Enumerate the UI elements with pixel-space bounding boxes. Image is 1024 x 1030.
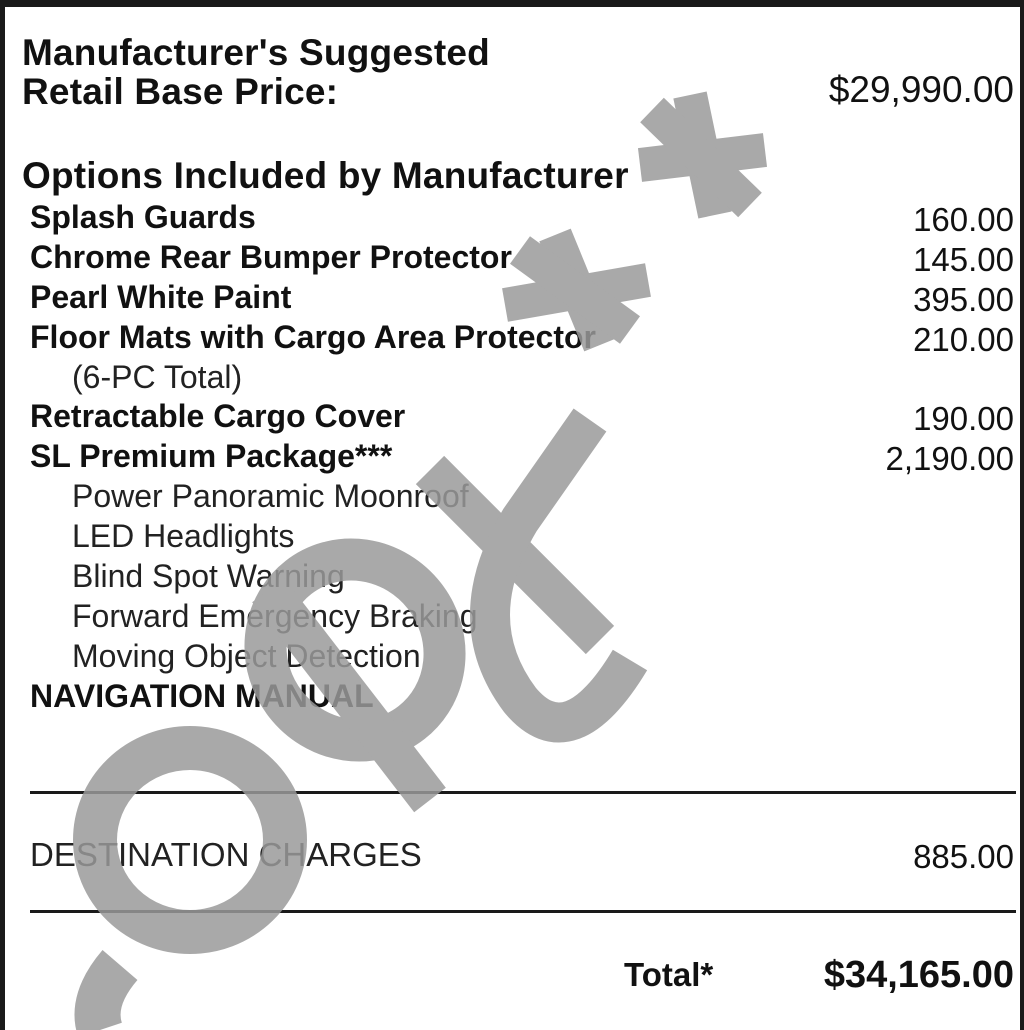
right-border [1020,0,1024,1030]
option-label-splash-guards: Splash Guards [30,199,256,235]
option-label-floor-mats: Floor Mats with Cargo Area Protector [30,319,596,355]
option-amount-cargo-cover: 190.00 [913,400,1014,437]
options-heading: Options Included by Manufacturer [22,155,629,196]
divider-rule-bottom [30,910,1016,913]
option-amount-floor-mats: 210.00 [913,321,1014,358]
package-feature-moonroof: Power Panoramic Moonroof [72,478,469,514]
package-feature-blind-spot: Blind Spot Warning [72,558,345,594]
option-label-navigation: NAVIGATION MANUAL [30,678,374,714]
option-amount-sl-premium: 2,190.00 [885,440,1014,477]
divider-rule-top [30,791,1016,794]
package-feature-emergency-braking: Forward Emergency Braking [72,598,478,634]
top-border [0,0,1024,7]
base-price-amount: $29,990.00 [828,69,1014,110]
package-feature-object-detection: Moving Object Detection [72,638,421,674]
total-amount: $34,165.00 [823,954,1014,996]
option-amount-splash-guards: 160.00 [913,201,1014,238]
total-label: Total* [624,956,714,993]
package-feature-led-headlights: LED Headlights [72,518,295,554]
left-border [0,0,5,1030]
destination-amount: 885.00 [913,838,1014,875]
destination-label: DESTINATION CHARGES [30,836,422,873]
option-amount-chrome-bumper: 145.00 [913,241,1014,278]
option-amount-pearl-white: 395.00 [913,281,1014,318]
option-label-pearl-white: Pearl White Paint [30,279,292,315]
option-label-cargo-cover: Retractable Cargo Cover [30,398,406,434]
option-label-sl-premium: SL Premium Package*** [30,438,393,474]
base-price-label-line1: Manufacturer's Suggested [22,32,490,73]
option-note-floor-mats: (6-PC Total) [72,359,243,395]
base-price-label-line2: Retail Base Price: [22,71,339,112]
option-label-chrome-bumper: Chrome Rear Bumper Protector [30,239,512,275]
